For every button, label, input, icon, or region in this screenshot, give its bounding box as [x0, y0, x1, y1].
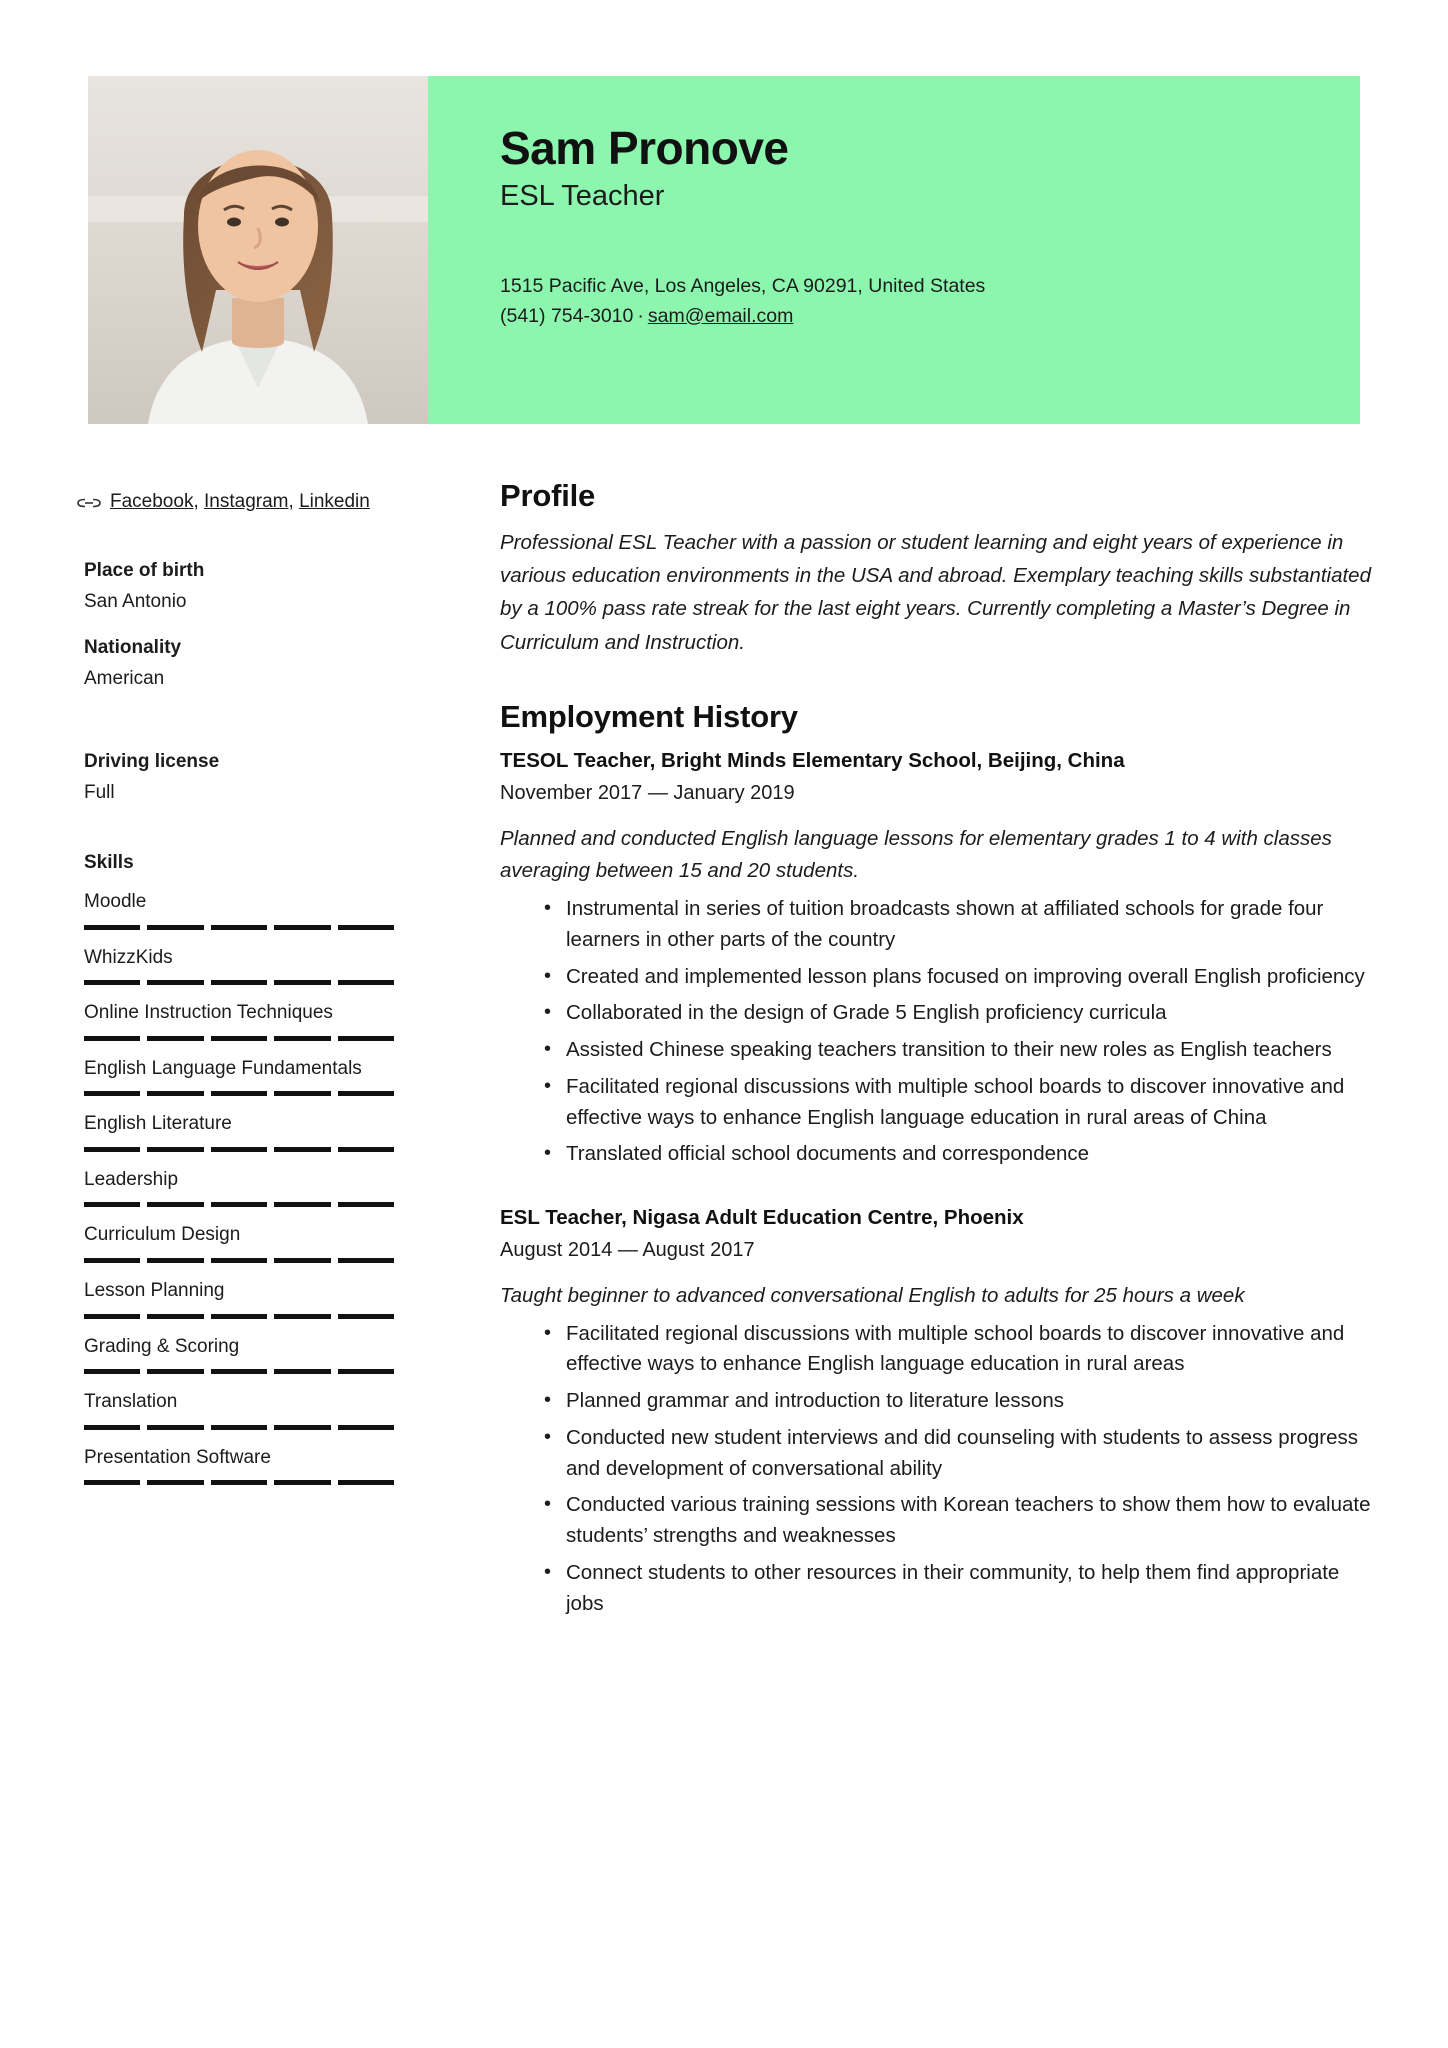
job-heading: TESOL Teacher, Bright Minds Elementary School, Beijing, China — [500, 748, 1125, 772]
email-link[interactable]: sam@email.com — [647, 304, 794, 327]
job-dates: August 2014 — August 2017 — [500, 1238, 755, 1261]
skill-level-segment — [211, 1036, 267, 1041]
skill-level-segment — [274, 1314, 330, 1319]
skill-level-bar — [84, 1314, 394, 1319]
job-heading: ESL Teacher, Nigasa Adult Education Centre, Phoenix — [500, 1206, 1024, 1230]
skill-level-segment — [274, 925, 330, 930]
skill-level-segment — [84, 1369, 140, 1374]
skill-level-bar — [84, 1258, 394, 1263]
job-bullet-list — [500, 1319, 1380, 1620]
skill-level-bar — [84, 1369, 394, 1374]
skill-level-segment — [84, 1480, 140, 1485]
skill-name: Curriculum Design — [84, 1224, 241, 1246]
skill-name: Online Instruction Techniques — [84, 1002, 333, 1024]
field-value: Full — [84, 781, 115, 803]
skill-level-segment — [84, 925, 140, 930]
social-link-instagram[interactable]: Instagram — [204, 491, 289, 512]
skill-level-segment — [338, 925, 394, 930]
skill-level-segment — [338, 1091, 394, 1096]
field-nationality — [76, 637, 396, 693]
skills-heading: Skills — [84, 852, 134, 874]
job-bullet: • Facilitated regional discussions with multiple school boards to discover innovative and effective ways to enhance English language education in rural areas — [544, 1319, 1380, 1381]
skill-level-segment — [338, 1147, 394, 1152]
skill-name: WhizzKids — [84, 946, 173, 968]
skill-item — [76, 1388, 396, 1430]
field-label: Place of birth — [84, 559, 205, 581]
job-bullet: • Conducted new student interviews and did counseling with students to assess progress and development of conversational ability — [544, 1423, 1380, 1485]
employment-section — [500, 699, 1380, 1620]
skill-level-segment — [147, 1425, 203, 1430]
job-bullet: • Created and implemented lesson plans focused on improving overall English proficiency — [544, 962, 1380, 993]
skill-level-segment — [147, 1258, 203, 1263]
skill-level-segment — [274, 1425, 330, 1430]
skill-level-segment — [147, 1480, 203, 1485]
skill-level-segment — [84, 1147, 140, 1152]
skill-level-segment — [84, 1202, 140, 1207]
skill-level-bar — [84, 925, 394, 930]
skill-level-segment — [147, 1091, 203, 1096]
phone-text: (541) 754-3010 — [500, 304, 634, 327]
job-description: Taught beginner to advanced conversational English to adults for 25 hours a week — [500, 1283, 1245, 1307]
skill-level-segment — [211, 1091, 267, 1096]
skill-item — [76, 1333, 396, 1375]
skill-name: Presentation Software — [84, 1446, 271, 1468]
skill-level-segment — [274, 1258, 330, 1263]
skill-level-bar — [84, 1202, 394, 1207]
jobs-list — [500, 747, 1380, 1620]
link-icon — [76, 488, 110, 520]
phone-email-line — [500, 301, 1360, 331]
skill-level-segment — [338, 1480, 394, 1485]
skill-level-segment — [147, 980, 203, 985]
skill-name: Translation — [84, 1391, 178, 1413]
skill-level-segment — [338, 1036, 394, 1041]
job-bullet: • Collaborated in the design of Grade 5 English proficiency curricula — [544, 998, 1380, 1029]
job-entry — [500, 1204, 1380, 1619]
skill-level-segment — [211, 925, 267, 930]
contact-separator: · — [637, 304, 644, 327]
skill-level-segment — [338, 1369, 394, 1374]
social-links-row — [76, 488, 396, 520]
field-label: Driving license — [84, 750, 220, 772]
skill-item — [76, 944, 396, 986]
skill-level-segment — [211, 1425, 267, 1430]
employment-heading: Employment History — [500, 698, 798, 734]
job-entry — [500, 747, 1380, 1170]
skill-item — [76, 1221, 396, 1263]
skills-list — [76, 888, 396, 1485]
skill-name: Grading & Scoring — [84, 1335, 240, 1357]
skill-level-segment — [84, 1091, 140, 1096]
skill-level-segment — [274, 1147, 330, 1152]
skill-name: English Literature — [84, 1113, 232, 1135]
skill-level-segment — [211, 1314, 267, 1319]
skill-level-segment — [274, 1202, 330, 1207]
address-line: 1515 Pacific Ave, Los Angeles, CA 90291, United States — [500, 274, 986, 297]
field-place-of-birth — [76, 560, 396, 616]
skill-level-bar — [84, 980, 394, 985]
skill-level-segment — [147, 1202, 203, 1207]
job-title: ESL Teacher — [500, 179, 665, 212]
skill-item — [76, 1444, 396, 1486]
profile-text: Professional ESL Teacher with a passion or student learning and eight years of experience in various education environments in the USA and abroad. Exemplary teaching skills substantiated by a 100% pass rate streak for the last eight years. Currently completing a Master’s Degree in Curriculum and Instruction. — [500, 531, 1371, 654]
header-band — [428, 76, 1360, 424]
job-bullet: • Instrumental in series of tuition broadcasts shown at affiliated schools for grade four learners in other parts of the country — [544, 894, 1380, 956]
job-bullet-list — [500, 894, 1380, 1170]
job-bullet: • Assisted Chinese speaking teachers transition to their new roles as English teachers — [544, 1035, 1380, 1066]
skill-level-segment — [274, 980, 330, 985]
social-links: Facebook, Instagram, Linkedin — [110, 491, 370, 512]
skill-level-segment — [211, 1369, 267, 1374]
skill-name: English Language Fundamentals — [84, 1057, 362, 1079]
skill-name: Leadership — [84, 1168, 179, 1190]
skill-name: Lesson Planning — [84, 1279, 225, 1301]
skill-level-segment — [274, 1480, 330, 1485]
skill-level-segment — [147, 1314, 203, 1319]
skill-level-segment — [211, 980, 267, 985]
skill-level-segment — [211, 1147, 267, 1152]
social-link-linkedin[interactable]: Linkedin — [299, 491, 370, 512]
skill-level-segment — [274, 1369, 330, 1374]
resume-header — [88, 76, 1360, 424]
skill-level-bar — [84, 1036, 394, 1041]
skill-item — [76, 1110, 396, 1152]
job-bullet: • Facilitated regional discussions with multiple school boards to discover innovative and effective ways to enhance English language education in rural areas of China — [544, 1072, 1380, 1134]
job-bullet: • Translated official school documents and correspondence — [544, 1139, 1380, 1170]
skill-level-bar — [84, 1091, 394, 1096]
skill-level-bar — [84, 1147, 394, 1152]
field-value: San Antonio — [84, 590, 187, 612]
skill-level-segment — [84, 1036, 140, 1041]
skill-level-segment — [84, 1314, 140, 1319]
skill-level-bar — [84, 1480, 394, 1485]
skill-item — [76, 999, 396, 1041]
contact-block — [500, 271, 1360, 331]
profile-photo — [88, 76, 428, 424]
main-content — [500, 478, 1380, 1619]
skill-level-segment — [338, 1314, 394, 1319]
skill-level-segment — [274, 1036, 330, 1041]
job-bullet: • Planned grammar and introduction to literature lessons — [544, 1386, 1380, 1417]
sidebar — [76, 488, 396, 1485]
skill-level-segment — [338, 980, 394, 985]
skill-name: Moodle — [84, 891, 147, 913]
skill-level-segment — [211, 1202, 267, 1207]
profile-heading: Profile — [500, 478, 596, 513]
field-driving-license — [76, 751, 396, 807]
skill-level-segment — [147, 1147, 203, 1152]
job-bullet: • Connect students to other resources in their community, to help them find appropriate jobs — [544, 1558, 1380, 1620]
skill-level-segment — [211, 1258, 267, 1263]
skill-level-segment — [211, 1480, 267, 1485]
page-title: Sam Pronove — [500, 122, 789, 174]
skill-level-segment — [147, 925, 203, 930]
skill-level-segment — [84, 980, 140, 985]
field-label: Nationality — [84, 637, 182, 659]
skill-item — [76, 1277, 396, 1319]
job-description: Planned and conducted English language lessons for elementary grades 1 to 4 with classes averaging between 15 and 20 students. — [500, 826, 1332, 883]
skill-level-segment — [338, 1425, 394, 1430]
skill-item — [76, 1055, 396, 1097]
skill-level-segment — [147, 1369, 203, 1374]
skill-item — [76, 1166, 396, 1208]
skill-level-segment — [338, 1202, 394, 1207]
skill-level-segment — [84, 1258, 140, 1263]
job-dates: November 2017 — January 2019 — [500, 781, 795, 804]
social-link-facebook[interactable]: Facebook — [110, 491, 194, 512]
skill-level-segment — [84, 1425, 140, 1430]
sidebar-spacer — [76, 693, 396, 729]
job-bullet: • Conducted various training sessions with Korean teachers to show them how to evaluate students’ strengths and weaknesses — [544, 1490, 1380, 1552]
skill-item — [76, 888, 396, 930]
skill-level-segment — [338, 1258, 394, 1263]
skill-level-bar — [84, 1425, 394, 1430]
skill-level-segment — [274, 1091, 330, 1096]
skill-level-segment — [147, 1036, 203, 1041]
field-value: American — [84, 668, 165, 690]
